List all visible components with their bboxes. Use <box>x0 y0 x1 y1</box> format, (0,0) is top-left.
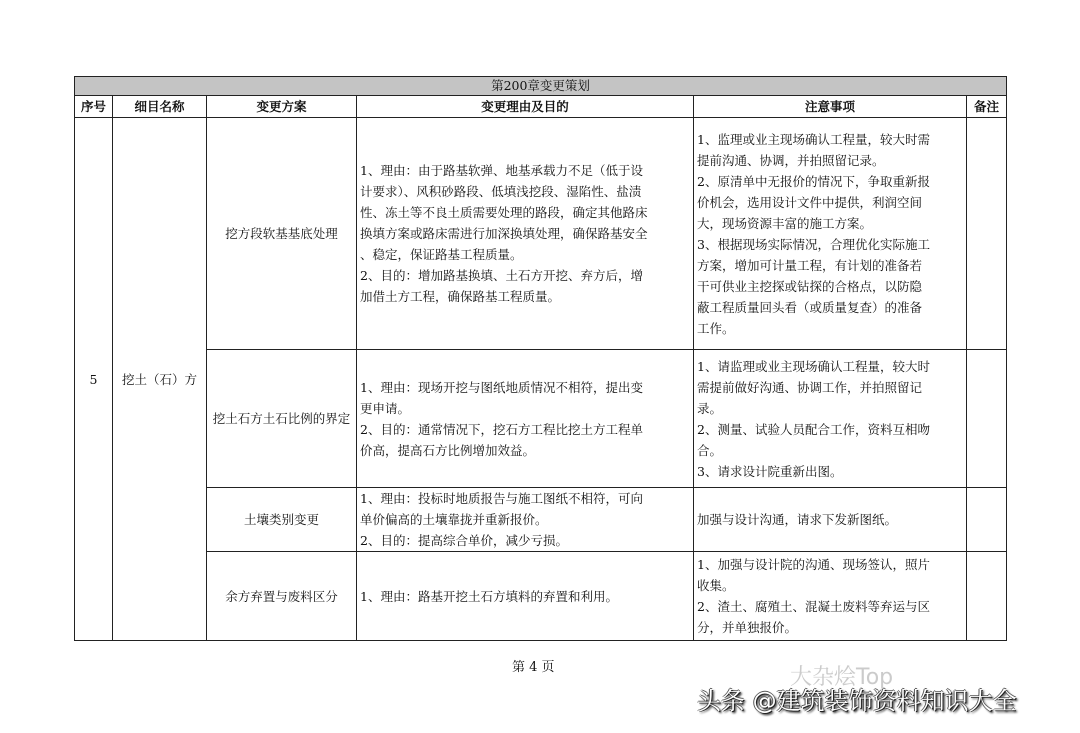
text-line: 2、渣土、腐殖土、混凝土废料等弃运与区 <box>697 599 930 614</box>
table-title: 第200章变更策划 <box>75 77 1007 96</box>
plan-cell: 挖土石方土石比例的界定 <box>207 350 357 488</box>
text-line: 单价偏高的土壤靠拢并重新报价。 <box>360 512 548 527</box>
text-line: 2、测量、试验人员配合工作，资料互相吻 <box>697 421 930 437</box>
header-notes: 注意事项 <box>694 96 967 118</box>
text-line: 合。 <box>697 442 723 458</box>
notes-cell <box>694 118 967 350</box>
notes-cell <box>694 488 967 552</box>
table-row <box>75 552 1007 641</box>
table-row <box>75 350 1007 488</box>
reason-cell <box>357 118 694 350</box>
text-line: 工作。 <box>697 320 735 336</box>
text-line: 3、根据现场实际情况，合理优化实际施工 <box>697 236 930 252</box>
text-line: 方案，增加可计量工程，有计划的准备若 <box>697 257 923 273</box>
watermark: 大杂烩Top <box>790 665 894 690</box>
text-line: 1、请监理或业主现场确认工程量，较大时 <box>697 358 930 374</box>
text-line: 蔽工程质量回头看（或质量复查）的准备 <box>697 299 923 315</box>
plan-cell: 土壤类别变更 <box>207 488 357 552</box>
text-line: 提前沟通、协调，并拍照留记录。 <box>697 152 885 168</box>
text-line: 1、理由：现场开挖与图纸地质情况不相符，提出变 <box>360 379 643 395</box>
remark-cell <box>967 488 1007 552</box>
change-plan-table <box>74 76 1007 641</box>
seq-cell: 5 <box>75 118 113 641</box>
header-seq: 序号 <box>75 96 113 118</box>
text-line: 1、理由：由于路基软弹、地基承载力不足（低于设 <box>360 163 643 178</box>
page-number: 第 4 页 <box>512 660 555 675</box>
text-line: 计要求）、风积砂路段、低填浅挖段、湿陷性、盐渍 <box>360 184 642 199</box>
text-line: 干可供业主挖探或钻探的合格点，以防隐 <box>697 278 923 294</box>
header-plan: 变更方案 <box>207 96 357 118</box>
text-line: 更申请。 <box>360 400 411 416</box>
reason-cell <box>357 350 694 488</box>
remark-cell <box>967 118 1007 350</box>
header-row <box>75 96 1007 118</box>
notes-cell <box>694 350 967 488</box>
source-label: 头条 @建筑装饰资料知识大全 <box>697 687 1017 715</box>
reason-cell <box>357 552 694 641</box>
remark-cell <box>967 552 1007 641</box>
table-row <box>75 488 1007 552</box>
text-line: 大，现场资源丰富的施工方案。 <box>697 215 873 231</box>
text-line: 价机会，选用设计文件中提供，利润空间 <box>697 194 923 210</box>
text-line: 加强与设计沟通，请求下发新图纸。 <box>697 512 898 527</box>
header-reason: 变更理由及目的 <box>357 96 694 118</box>
header-remark: 备注 <box>967 96 1007 118</box>
item-name-cell: 挖土（石）方 <box>113 118 207 641</box>
text-line: 2、目的：增加路基换填、土石方开挖、弃方后，增 <box>360 268 643 283</box>
text-line: 加借土方工程，确保路基工程质量。 <box>360 289 561 304</box>
text-line: 换填方案或路床需进行加深换填处理，确保路基安全 <box>360 226 648 241</box>
text-line: 分，并单独报价。 <box>697 620 798 635</box>
text-line: 性、冻土等不良土质需要处理的路段，确定其他路床 <box>360 205 648 220</box>
table-row <box>75 118 1007 350</box>
header-item-name: 细目名称 <box>113 96 207 118</box>
reason-cell <box>357 488 694 552</box>
plan-cell: 挖方段软基基底处理 <box>207 118 357 350</box>
text-line: 、稳定，保证路基工程质量。 <box>360 247 523 262</box>
text-line: 录。 <box>697 400 723 416</box>
plan-cell: 余方弃置与废料区分 <box>207 552 357 641</box>
text-line: 2、目的：通常情况下，挖石方工程比挖土方工程单 <box>360 421 643 437</box>
text-line: 2、目的：提高综合单价，减少亏损。 <box>360 533 568 548</box>
text-line: 需提前做好沟通、协调工作，并拍照留记 <box>697 379 923 395</box>
text-line: 1、理由：路基开挖土石方填料的弃置和利用。 <box>360 588 618 604</box>
text-line: 价高，提高石方比例增加效益。 <box>360 442 536 458</box>
text-line: 1、理由：投标时地质报告与施工图纸不相符，可向 <box>360 491 643 506</box>
notes-cell <box>694 552 967 641</box>
text-line: 2、原清单中无报价的情况下，争取重新报 <box>697 173 930 189</box>
remark-cell <box>967 350 1007 488</box>
text-line: 1、加强与设计院的沟通、现场签认，照片 <box>697 557 930 572</box>
text-line: 3、请求设计院重新出图。 <box>697 463 843 479</box>
table-title-row <box>75 77 1007 96</box>
text-line: 收集。 <box>697 578 735 593</box>
text-line: 1、监理或业主现场确认工程量，较大时需 <box>697 131 930 147</box>
